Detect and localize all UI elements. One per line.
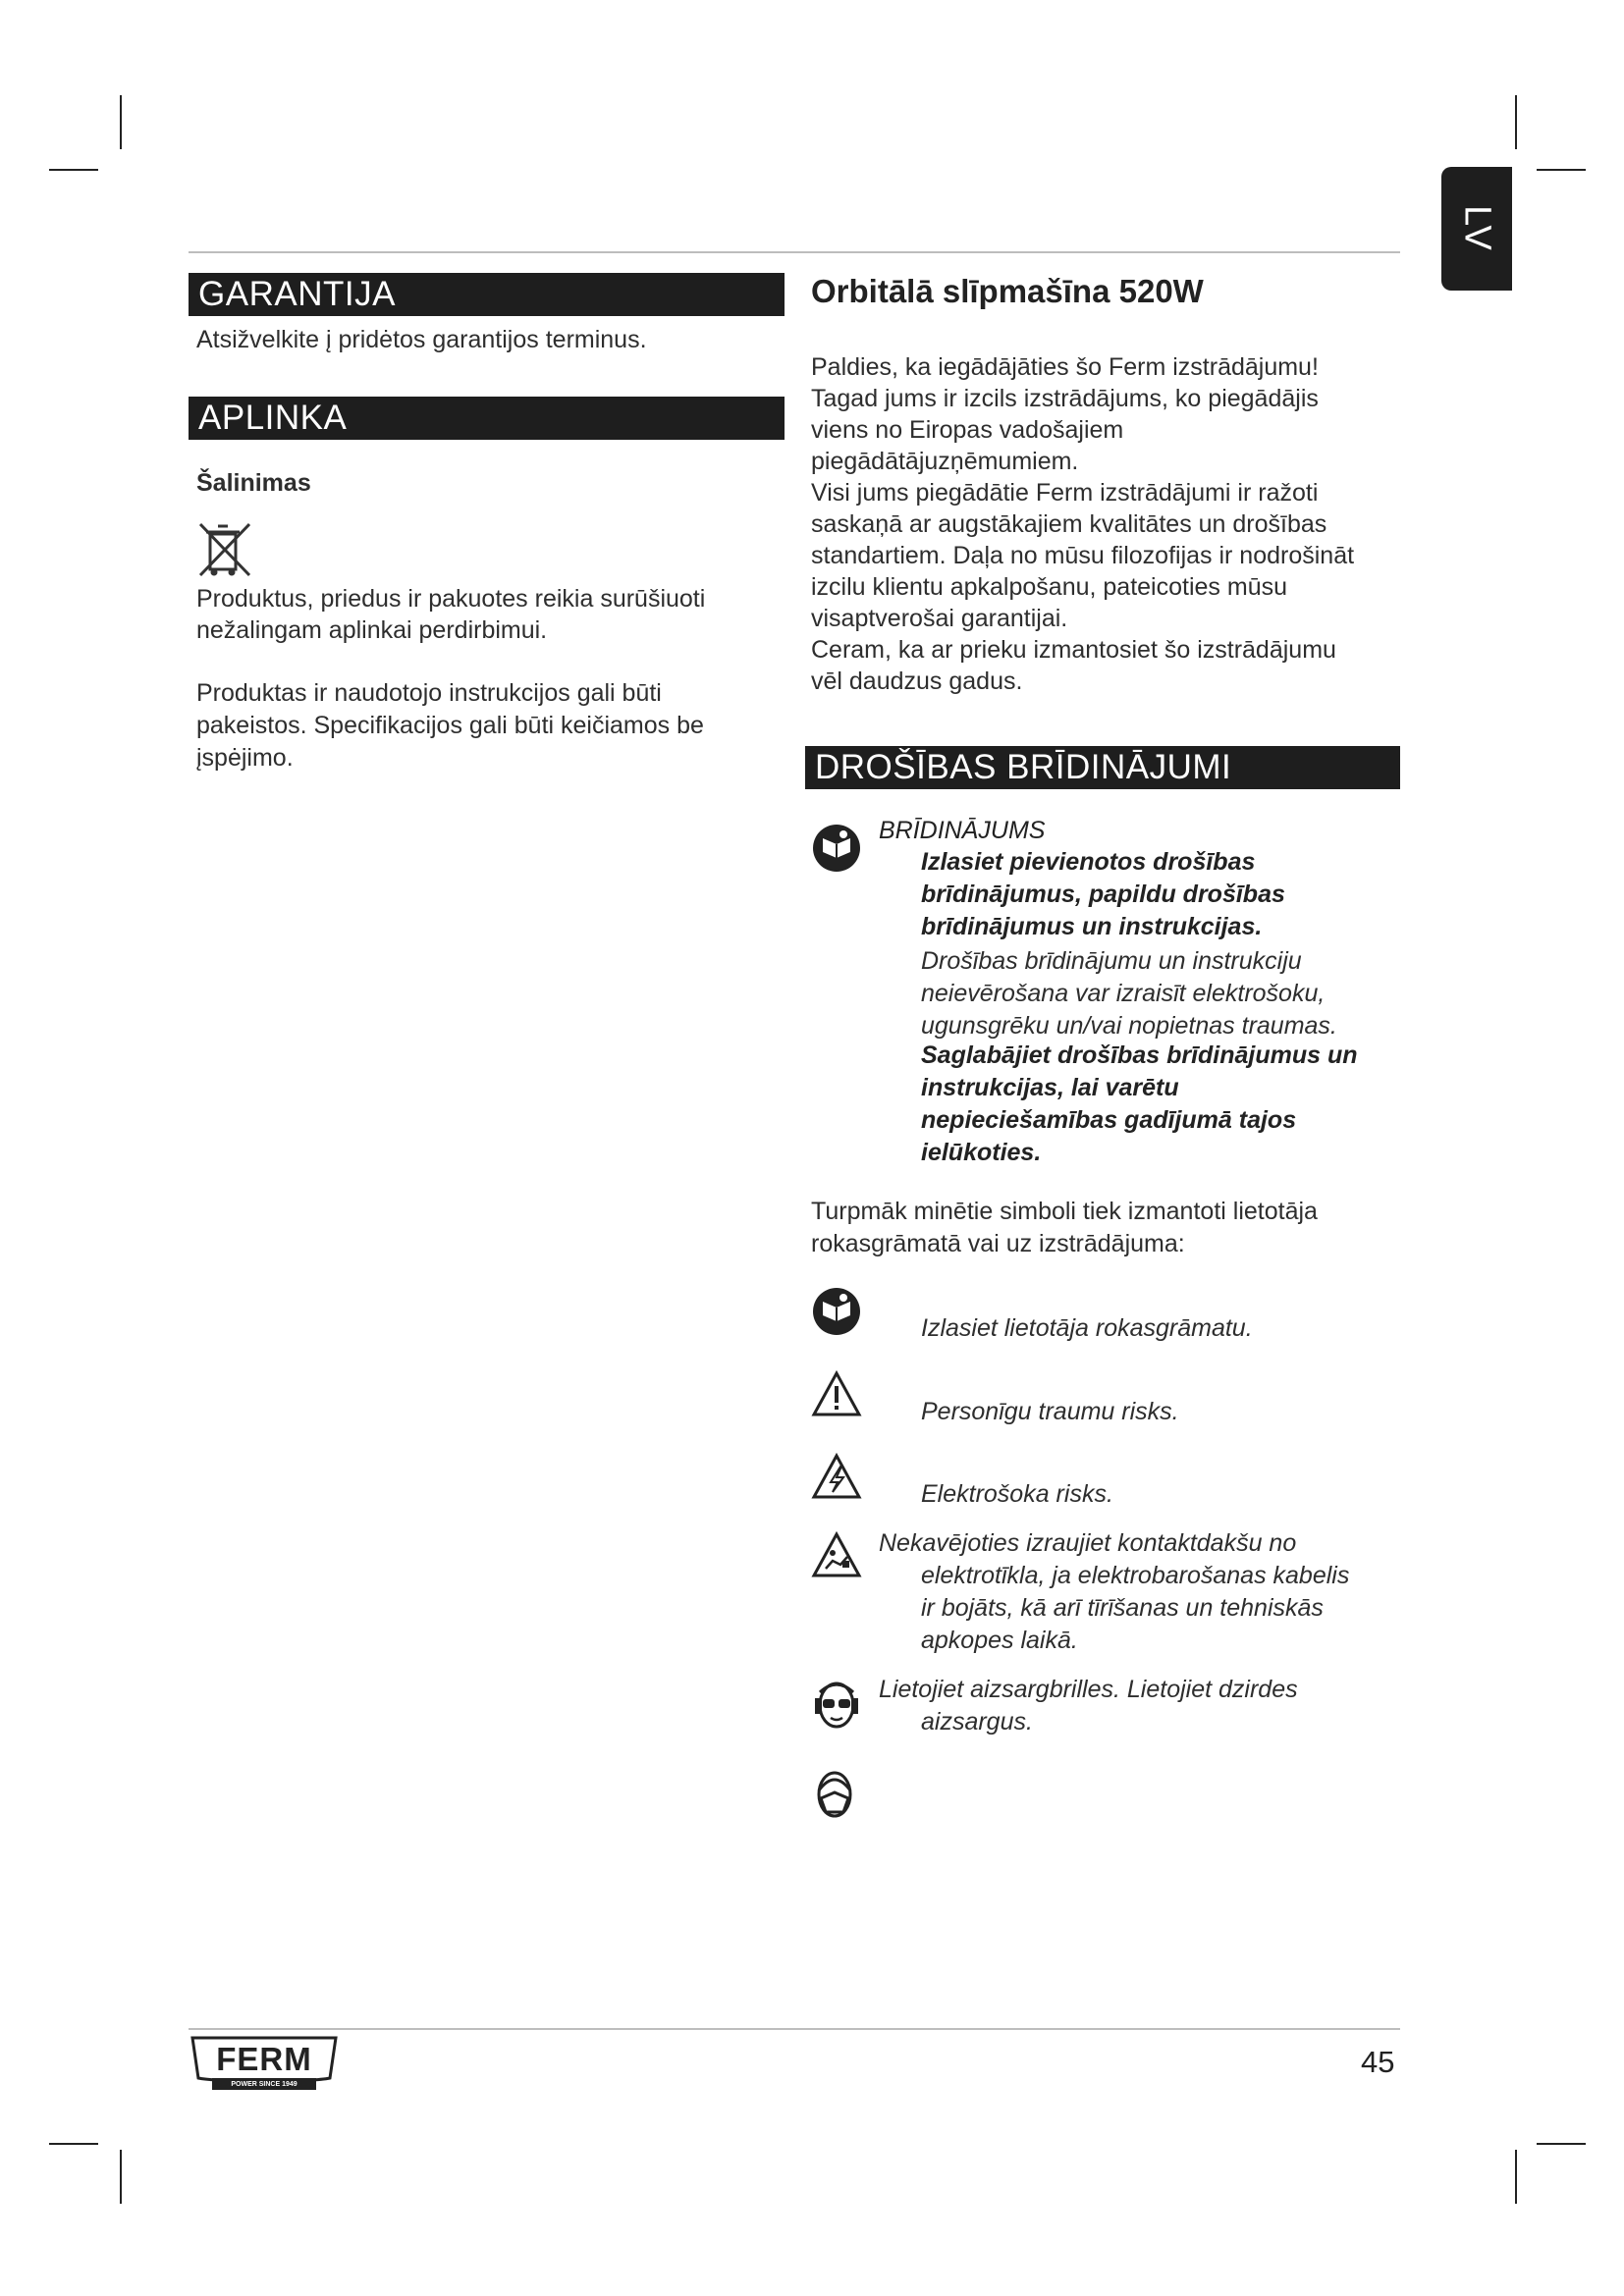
warning-bold-block <box>921 1040 1358 1169</box>
intro-line: Paldies, ka iegādājāties šo Ferm izstrādājumu! <box>811 353 1319 381</box>
aplinka-section-header <box>189 397 785 440</box>
salinimas-heading: Šalinimas <box>196 469 311 497</box>
intro-line: piegādātājuzņēmumiem. <box>811 448 1079 475</box>
symbol-shock-text: Elektrošoka risks. <box>921 1480 1113 1508</box>
dust-mask-icon <box>811 1767 858 1822</box>
product-text-line: pakeistos. Specifikacijos gali būti keičiamos be <box>196 712 704 739</box>
intro-line: saskaņā ar augstākajiem kvalitātes un drošības <box>811 510 1327 538</box>
intro-line: Tagad jums ir izcils izstrādājums, ko piegādājis <box>811 385 1319 412</box>
crop-mark <box>1515 95 1517 149</box>
language-tab <box>1441 167 1512 291</box>
symbol-glasses-block <box>879 1674 1298 1738</box>
top-rule <box>189 251 1400 253</box>
warning-italic-line: ugunsgrēku un/vai nopietnas traumas. <box>921 1012 1337 1040</box>
safety-title: DROŠĪBAS BRĪDINĀJUMI <box>815 748 1232 786</box>
warning-bold-line: nepieciešamības gadījumā tajos <box>921 1106 1297 1134</box>
symbol-unplug-block <box>879 1527 1349 1657</box>
symbols-intro-line: Turpmāk minētie simboli tiek izmantoti lietotāja <box>811 1198 1318 1225</box>
crop-mark <box>1537 169 1586 171</box>
intro-paragraph <box>811 351 1354 697</box>
read-manual-icon <box>811 823 862 874</box>
symbol-unplug-line: apkopes laikā. <box>921 1627 1078 1654</box>
ferm-logo-tagline: POWER SINCE 1949 <box>231 2081 298 2088</box>
read-manual-icon <box>811 1286 862 1337</box>
product-text-line: Produktas ir naudotojo instrukcijos gali būti <box>196 679 662 707</box>
warning-bold-line: instrukcijas, lai varētu <box>921 1074 1179 1101</box>
garantija-title: GARANTIJA <box>198 275 396 313</box>
crop-mark <box>120 95 122 149</box>
symbol-manual-text: Izlasiet lietotāja rokasgrāmatu. <box>921 1314 1253 1342</box>
intro-line: Ceram, ka ar prieku izmantosiet šo izstrādājumu <box>811 636 1336 664</box>
crop-mark <box>1515 2150 1517 2204</box>
warning-bold-line: Izlasiet pievienotos drošības <box>921 848 1256 876</box>
page-number: 45 <box>1361 2045 1395 2079</box>
intro-line: izcilu klientu apkalpošanu, pateicoties mūsu <box>811 573 1287 601</box>
electric-shock-icon <box>811 1453 862 1500</box>
warning-bold-line: brīdinājumus, papildu drošības <box>921 881 1285 908</box>
crop-mark <box>1537 2143 1586 2145</box>
crossed-bin-icon <box>196 520 253 579</box>
warning-italic-line: neievērošana var izraisīt elektrošoku, <box>921 980 1326 1007</box>
crop-mark <box>49 169 98 171</box>
symbol-glasses-line: aizsargus. <box>921 1708 1033 1735</box>
footer-rule <box>189 2028 1400 2030</box>
symbol-glasses-line: Lietojiet aizsargbrilles. Lietojiet dzirdes <box>879 1676 1298 1703</box>
safety-glasses-ear-protection-icon <box>811 1679 862 1732</box>
unplug-warning-icon <box>811 1531 862 1578</box>
language-tab-label: LV <box>1456 205 1498 252</box>
ferm-logo-text: FERM <box>216 2041 312 2077</box>
symbol-injury-text: Personīgu traumu risks. <box>921 1398 1179 1425</box>
warning-italic-block <box>921 945 1337 1042</box>
garantija-section-header <box>189 273 785 316</box>
garantija-text: Atsižvelkite į pridėtos garantijos terminus. <box>196 326 647 353</box>
warning-bold-line: brīdinājumus un instrukcijas. <box>921 913 1263 940</box>
symbol-unplug-line: ir bojāts, kā arī tīrīšanas un tehniskās <box>921 1594 1324 1622</box>
symbol-unplug-line: Nekavējoties izraujiet kontaktdakšu no <box>879 1529 1297 1557</box>
aplinka-title: APLINKA <box>198 399 348 437</box>
symbol-unplug-line: elektrotīkla, ja elektrobarošanas kabelis <box>921 1562 1350 1589</box>
crop-mark <box>49 2143 98 2145</box>
warning-bold-block <box>921 846 1285 943</box>
intro-line: viens no Eiropas vadošajiem <box>811 416 1124 444</box>
ferm-logo <box>190 2035 338 2094</box>
warning-bold-line: ielūkoties. <box>921 1139 1042 1166</box>
intro-line: visaptverošai garantijai. <box>811 605 1068 632</box>
warning-bold-line: Saglabājiet drošības brīdinājumus un <box>921 1041 1358 1069</box>
intro-line: vēl daudzus gadus. <box>811 667 1023 695</box>
disposal-text-line: nežalingam aplinkai perdirbimui. <box>196 616 548 644</box>
product-text-line: įspėjimo. <box>196 744 294 772</box>
intro-line: standartiem. Daļa no mūsu filozofijas ir nodrošināt <box>811 542 1355 569</box>
product-title: Orbitālā slīpmašīna 520W <box>811 273 1204 309</box>
crop-mark <box>120 2150 122 2204</box>
warning-label: BRĪDINĀJUMS <box>879 817 1046 844</box>
intro-line: Visi jums piegādātie Ferm izstrādājumi ir ražoti <box>811 479 1319 507</box>
disposal-text-line: Produktus, priedus ir pakuotes reikia surūšiuoti <box>196 585 706 613</box>
warning-italic-line: Drošības brīdinājumu un instrukciju <box>921 947 1302 975</box>
symbols-intro-line: rokasgrāmatā vai uz izstrādājuma: <box>811 1230 1185 1257</box>
safety-section-header <box>805 746 1400 789</box>
warning-triangle-icon <box>811 1370 862 1417</box>
